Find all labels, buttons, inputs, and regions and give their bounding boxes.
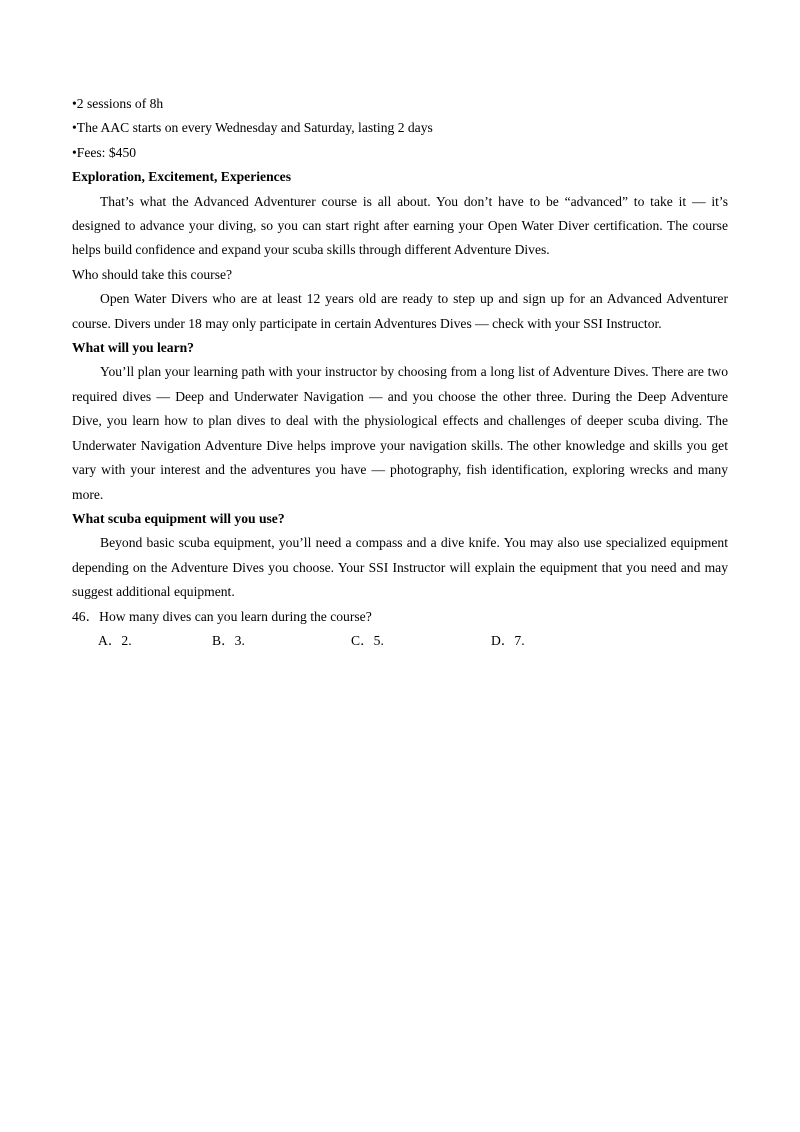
learn-heading: What will you learn?: [72, 340, 194, 356]
answer-options: [72, 629, 728, 653]
intro-paragraph: That’s what the Advanced Adventurer course is all about. You don’t have to be “advanced” to take it — it’s designed to advance your diving, so you can start right after earning your Open Water Diver certification. The course helps build confidence and expand your scuba skills through different Adventure Dives.: [72, 193, 728, 258]
who-paragraph: Open Water Divers who are at least 12 years old are ready to step up and sign up for an Advanced Adventurer course. Divers under 18 may only participate in certain Adventures Dives — check with your SSI Instructor.: [72, 291, 728, 331]
bullet-fees: •Fees: $450: [72, 144, 137, 160]
option-d[interactable]: D．7.: [491, 632, 525, 648]
question-46: 46．How many dives can you learn during the course?: [72, 608, 372, 624]
document-page: [72, 92, 728, 653]
option-b[interactable]: B．3.: [212, 632, 245, 648]
equipment-paragraph: Beyond basic scuba equipment, you’ll need a compass and a dive knife. You may also use specialized equipment depending on the Adventure Dives you choose. Your SSI Instructor will explain the equipment that you need and may suggest additional equipment.: [72, 535, 728, 600]
bullet-schedule: •The AAC starts on every Wednesday and Saturday, lasting 2 days: [72, 120, 433, 136]
option-c[interactable]: C．5.: [351, 632, 384, 648]
who-heading: Who should take this course?: [72, 266, 233, 282]
learn-paragraph: You’ll plan your learning path with your instructor by choosing from a long list of Adventure Dives. There are two required dives — Deep and Underwater Navigation — and you choose the other three. During the Deep Adventure Dive, you learn how to plan dives to deal with the physiological effects and challenges of deeper scuba diving. The Underwater Navigation Adventure Dive helps improve your navigation skills. The other knowledge and skills you get vary with your interest and the adventures you have — photography, fish identification, exploring wrecks and many more.: [72, 364, 728, 502]
bullet-sessions: •2 sessions of 8h: [72, 96, 164, 111]
intro-heading: Exploration, Excitement, Experiences: [72, 169, 291, 185]
option-a[interactable]: A．2.: [98, 632, 132, 648]
equipment-heading: What scuba equipment will you use?: [72, 510, 285, 526]
